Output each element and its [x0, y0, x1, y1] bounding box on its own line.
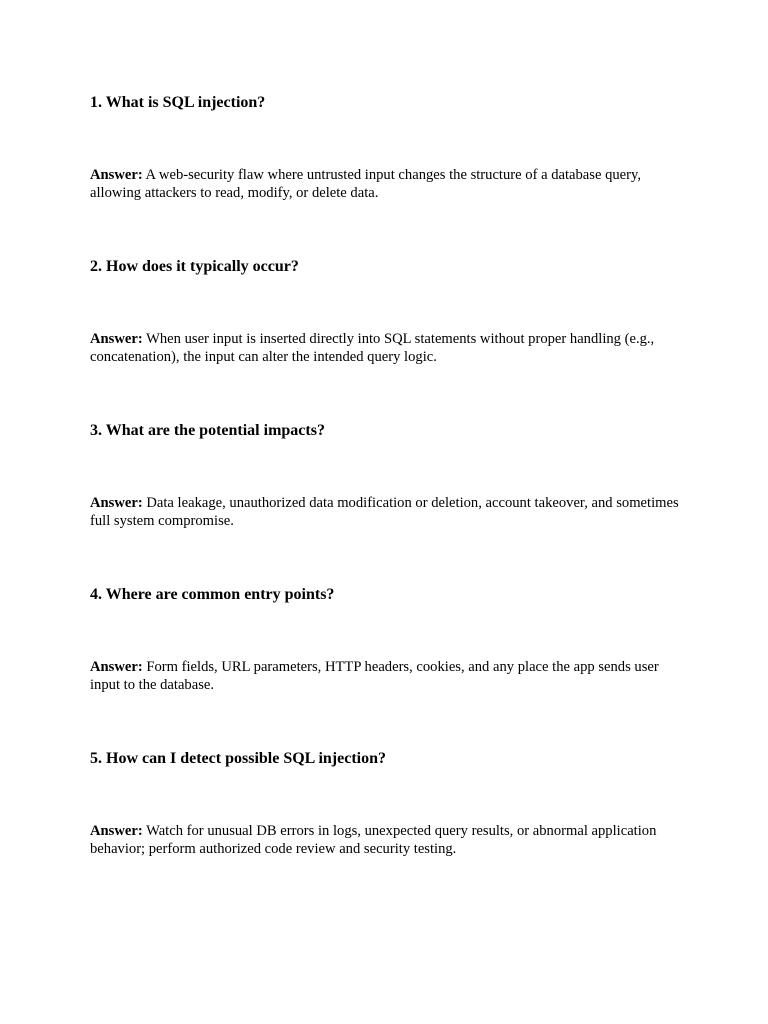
question-heading: 1. What is SQL injection?: [90, 94, 266, 111]
answer-paragraph: [90, 330, 690, 366]
answer-text: A web-security flaw where untrusted input changes the structure of a database query, allowing attackers to read, modify, or delete data.: [90, 167, 642, 201]
answer-label: Answer:: [90, 167, 143, 183]
question-heading: 5. How can I detect possible SQL injection?: [90, 750, 387, 767]
qa-item-3: [90, 421, 690, 530]
answer-text: Watch for unusual DB errors in logs, unexpected query results, or abnormal application behavior; perform authorized code review and security testing.: [90, 823, 657, 857]
answer-label: Answer:: [90, 495, 143, 511]
answer-text: Data leakage, unauthorized data modification or deletion, account takeover, and sometimes full system compromise.: [90, 495, 679, 529]
answer-label: Answer:: [90, 331, 143, 347]
answer-label: Answer:: [90, 659, 143, 675]
qa-item-2: [90, 257, 690, 366]
answer-paragraph: [90, 822, 690, 858]
question-heading: 2. How does it typically occur?: [90, 258, 299, 275]
qa-item-5: [90, 749, 690, 858]
question-heading: 3. What are the potential impacts?: [90, 422, 325, 439]
answer-text: When user input is inserted directly into SQL statements without proper handling (e.g., concatenation), the input can alter the intended query logic.: [90, 331, 655, 365]
answer-text: Form fields, URL parameters, HTTP headers, cookies, and any place the app sends user input to the database.: [90, 659, 659, 693]
answer-paragraph: [90, 658, 690, 694]
qa-item-1: [90, 93, 690, 202]
answer-paragraph: [90, 166, 690, 202]
qa-item-4: [90, 585, 690, 694]
question-heading: 4. Where are common entry points?: [90, 586, 335, 603]
answer-paragraph: [90, 494, 690, 530]
answer-label: Answer:: [90, 823, 143, 839]
